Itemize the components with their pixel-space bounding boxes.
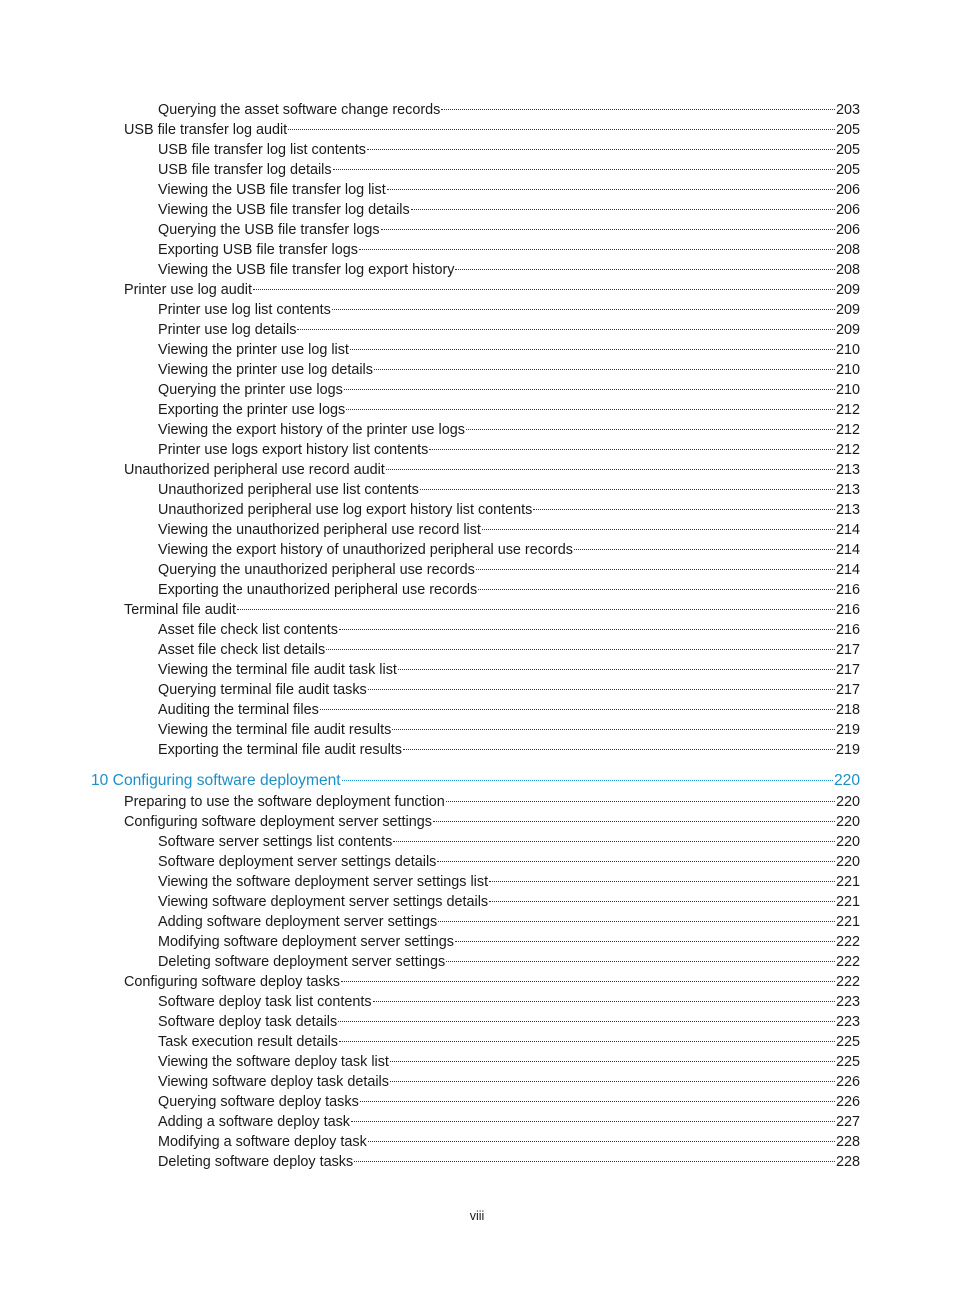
toc-dot-leader (346, 408, 835, 410)
toc-entry[interactable] (0, 1032, 954, 1052)
toc-entry-page-number: 222 (835, 934, 860, 950)
toc-entry-page-number: 206 (835, 222, 860, 238)
toc-dot-leader (342, 779, 833, 781)
toc-entry[interactable] (0, 180, 954, 200)
toc-entry[interactable] (0, 440, 954, 460)
toc-entry[interactable] (0, 620, 954, 640)
toc-entry-page-number: 209 (835, 302, 860, 318)
toc-entry[interactable] (0, 1152, 954, 1172)
toc-entry-page-number: 210 (835, 382, 860, 398)
toc-entry-title: Viewing the USB file transfer log details (158, 202, 410, 218)
toc-entry-title: Viewing software deploy task details (158, 1074, 389, 1090)
toc-dot-leader (359, 248, 835, 250)
toc-entry[interactable] (0, 700, 954, 720)
toc-entry-title: Viewing the software deploy task list (158, 1054, 389, 1070)
toc-entry-page-number: 214 (835, 562, 860, 578)
toc-entry-title: Terminal file audit (124, 602, 236, 618)
toc-dot-leader (386, 468, 835, 470)
toc-dot-leader (237, 608, 835, 610)
toc-entry-page-number: 205 (835, 142, 860, 158)
toc-entry-page-number: 208 (835, 242, 860, 258)
toc-entry[interactable] (0, 560, 954, 580)
toc-dot-leader (326, 648, 835, 650)
toc-dot-leader (390, 1060, 835, 1062)
toc-dot-leader (387, 188, 835, 190)
toc-dot-leader (489, 880, 835, 882)
toc-entry-title: Adding software deployment server settings (158, 914, 438, 930)
toc-entry-page-number: 206 (835, 202, 860, 218)
toc-entry-page-number: 220 (835, 834, 860, 850)
toc-entry[interactable] (0, 872, 954, 892)
toc-entry-title: Configuring software deployment server settings (124, 814, 432, 830)
toc-entry[interactable] (0, 420, 954, 440)
toc-entry[interactable] (0, 852, 954, 872)
toc-dot-leader (320, 708, 835, 710)
toc-entry-page-number: 213 (835, 482, 860, 498)
toc-dot-leader (438, 920, 835, 922)
toc-entry-title: Viewing the export history of unauthorized peripheral use records (158, 542, 573, 558)
toc-entry-page-number: 223 (835, 1014, 860, 1030)
toc-entry-page-number: 218 (835, 702, 860, 718)
toc-entry-title: Deleting software deploy tasks (158, 1154, 354, 1170)
toc-entry[interactable] (0, 120, 954, 140)
toc-dot-leader (344, 388, 835, 390)
toc-entry-title: USB file transfer log list contents (158, 142, 366, 158)
toc-entry-title: Printer use log audit (124, 282, 252, 298)
toc-entry-title: Auditing the terminal files (158, 702, 319, 718)
toc-entry[interactable] (0, 1072, 954, 1092)
toc-entry-title: Querying the USB file transfer logs (158, 222, 380, 238)
toc-dot-leader (288, 128, 835, 130)
toc-dot-leader (574, 548, 835, 550)
toc-dot-leader (333, 168, 835, 170)
toc-dot-leader (403, 748, 835, 750)
toc-entry-title: Viewing the USB file transfer log export history (158, 262, 455, 278)
toc-entry-title: Task execution result details (158, 1034, 338, 1050)
toc-entry-page-number: 212 (835, 402, 860, 418)
toc-entry[interactable] (0, 600, 954, 620)
toc-entry-title: Software deployment server settings details (158, 854, 437, 870)
toc-entry-page-number: 212 (835, 442, 860, 458)
toc-dot-leader (354, 1160, 835, 1162)
table-of-contents (0, 100, 954, 1172)
toc-entry-title: Software server settings list contents (158, 834, 393, 850)
toc-dot-leader (398, 668, 835, 670)
toc-dot-leader (338, 1020, 835, 1022)
toc-entry-page-number: 220 (833, 772, 860, 789)
toc-entry[interactable] (0, 360, 954, 380)
toc-entry-page-number: 208 (835, 262, 860, 278)
toc-entry-page-number: 223 (835, 994, 860, 1010)
toc-entry[interactable] (0, 912, 954, 932)
toc-entry[interactable] (0, 660, 954, 680)
toc-entry-title: Exporting the terminal file audit results (158, 742, 402, 758)
toc-dot-leader (446, 960, 835, 962)
toc-entry[interactable] (0, 972, 954, 992)
toc-dot-leader (533, 508, 835, 510)
toc-entry-title: Viewing the printer use log details (158, 362, 373, 378)
toc-dot-leader (392, 728, 835, 730)
toc-dot-leader (390, 1080, 835, 1082)
toc-entry-page-number: 217 (835, 682, 860, 698)
toc-entry-title: Adding a software deploy task (158, 1114, 350, 1130)
toc-entry-page-number: 220 (835, 794, 860, 810)
toc-entry-page-number: 219 (835, 742, 860, 758)
toc-entry-page-number: 221 (835, 894, 860, 910)
toc-dot-leader (253, 288, 835, 290)
toc-dot-leader (297, 328, 835, 330)
toc-entry-page-number: 210 (835, 362, 860, 378)
toc-entry-page-number: 226 (835, 1094, 860, 1110)
toc-entry[interactable] (0, 480, 954, 500)
toc-dot-leader (433, 820, 835, 822)
toc-entry-title: Viewing the unauthorized peripheral use record list (158, 522, 481, 538)
toc-entry-page-number: 225 (835, 1034, 860, 1050)
toc-entry-page-number: 227 (835, 1114, 860, 1130)
toc-entry[interactable] (0, 340, 954, 360)
toc-entry-page-number: 219 (835, 722, 860, 738)
toc-entry-page-number: 222 (835, 974, 860, 990)
toc-entry-title: Viewing the printer use log list (158, 342, 349, 358)
toc-entry-page-number: 214 (835, 542, 860, 558)
toc-entry-page-number: 221 (835, 874, 860, 890)
toc-entry-title: Software deploy task details (158, 1014, 338, 1030)
toc-entry-page-number: 216 (835, 582, 860, 598)
toc-entry-page-number: 213 (835, 462, 860, 478)
toc-entry[interactable] (0, 160, 954, 180)
toc-entry-title: Querying terminal file audit tasks (158, 682, 367, 698)
toc-dot-leader (437, 860, 835, 862)
toc-entry-title: Unauthorized peripheral use log export history list contents (158, 502, 533, 518)
toc-entry-page-number: 203 (835, 102, 860, 118)
toc-entry[interactable] (0, 220, 954, 240)
toc-dot-leader (429, 448, 835, 450)
toc-dot-leader (455, 268, 835, 270)
toc-entry[interactable] (0, 680, 954, 700)
toc-dot-leader (489, 900, 835, 902)
toc-entry-title: Printer use log list contents (158, 302, 331, 318)
toc-dot-leader (466, 428, 835, 430)
toc-entry[interactable] (0, 1112, 954, 1132)
toc-entry[interactable] (0, 400, 954, 420)
toc-entry-title: Exporting the printer use logs (158, 402, 346, 418)
toc-entry-title: Querying software deploy tasks (158, 1094, 359, 1110)
toc-entry-page-number: 216 (835, 602, 860, 618)
toc-entry[interactable] (0, 832, 954, 852)
toc-entry-page-number: 209 (835, 282, 860, 298)
toc-entry[interactable] (0, 520, 954, 540)
toc-entry-page-number: 220 (835, 814, 860, 830)
toc-entry-title: Configuring software deploy tasks (124, 974, 340, 990)
toc-entry[interactable] (0, 140, 954, 160)
toc-entry-page-number: 222 (835, 954, 860, 970)
toc-entry-title: Querying the printer use logs (158, 382, 343, 398)
toc-dot-leader (374, 368, 835, 370)
toc-entry[interactable] (0, 460, 954, 480)
toc-entry-title: USB file transfer log details (158, 162, 332, 178)
toc-entry-title: Viewing the export history of the printer use logs (158, 422, 465, 438)
toc-entry[interactable] (0, 792, 954, 812)
toc-entry-page-number: 205 (835, 122, 860, 138)
toc-entry-page-number: 221 (835, 914, 860, 930)
toc-entry-title: USB file transfer log audit (124, 122, 288, 138)
toc-entry-page-number: 217 (835, 662, 860, 678)
toc-entry[interactable] (0, 500, 954, 520)
toc-entry-title: Viewing software deployment server settings details (158, 894, 489, 910)
toc-dot-leader (478, 588, 835, 590)
toc-entry-title: Querying the asset software change records (158, 102, 441, 118)
toc-entry-page-number: 225 (835, 1054, 860, 1070)
toc-entry[interactable] (0, 100, 954, 120)
toc-dot-leader (339, 1040, 835, 1042)
toc-dot-leader (373, 1000, 835, 1002)
toc-entry[interactable] (0, 320, 954, 340)
toc-entry[interactable] (0, 540, 954, 560)
toc-entry-page-number: 210 (835, 342, 860, 358)
toc-entry[interactable] (0, 200, 954, 220)
toc-entry-title: Asset file check list details (158, 642, 326, 658)
toc-entry-title: Preparing to use the software deployment function (124, 794, 445, 810)
toc-dot-leader (368, 688, 835, 690)
toc-entry-title: Viewing the USB file transfer log list (158, 182, 386, 198)
toc-entry-page-number: 212 (835, 422, 860, 438)
toc-dot-leader (411, 208, 835, 210)
toc-entry-title: Deleting software deployment server settings (158, 954, 446, 970)
toc-dot-leader (476, 568, 835, 570)
toc-entry[interactable] (0, 240, 954, 260)
toc-entry[interactable] (0, 640, 954, 660)
toc-dot-leader (455, 940, 835, 942)
toc-dot-leader (446, 800, 835, 802)
toc-entry-title: Unauthorized peripheral use record audit (124, 462, 385, 478)
toc-entry[interactable] (0, 580, 954, 600)
toc-entry-page-number: 228 (835, 1154, 860, 1170)
toc-entry-page-number: 205 (835, 162, 860, 178)
toc-dot-leader (368, 1140, 835, 1142)
toc-entry-title: Modifying a software deploy task (158, 1134, 367, 1150)
toc-entry-title: Exporting USB file transfer logs (158, 242, 358, 258)
toc-dot-leader (420, 488, 835, 490)
toc-entry-title: Asset file check list contents (158, 622, 338, 638)
toc-dot-leader (482, 528, 835, 530)
toc-entry[interactable] (0, 280, 954, 300)
toc-dot-leader (381, 228, 835, 230)
toc-entry-title: Unauthorized peripheral use list contents (158, 482, 419, 498)
toc-dot-leader (441, 108, 835, 110)
toc-entry-page-number: 216 (835, 622, 860, 638)
toc-entry[interactable] (0, 260, 954, 280)
toc-entry-title: Exporting the unauthorized peripheral use records (158, 582, 478, 598)
toc-entry[interactable] (0, 932, 954, 952)
toc-entry[interactable] (0, 992, 954, 1012)
toc-chapter-entry[interactable] (0, 770, 954, 792)
toc-entry-page-number: 209 (835, 322, 860, 338)
toc-entry-title: Viewing the terminal file audit results (158, 722, 392, 738)
toc-dot-leader (360, 1100, 835, 1102)
toc-entry-title: Querying the unauthorized peripheral use records (158, 562, 475, 578)
toc-dot-leader (332, 308, 835, 310)
toc-entry[interactable] (0, 1012, 954, 1032)
toc-dot-leader (351, 1120, 835, 1122)
toc-dot-leader (339, 628, 835, 630)
toc-entry[interactable] (0, 1132, 954, 1152)
toc-entry-page-number: 226 (835, 1074, 860, 1090)
toc-dot-leader (341, 980, 835, 982)
toc-entry[interactable] (0, 892, 954, 912)
toc-entry-page-number: 214 (835, 522, 860, 538)
toc-entry-page-number: 228 (835, 1134, 860, 1150)
toc-entry-page-number: 220 (835, 854, 860, 870)
toc-entry[interactable] (0, 740, 954, 760)
toc-entry-title: Modifying software deployment server settings (158, 934, 454, 950)
toc-entry[interactable] (0, 300, 954, 320)
toc-entry-title: Viewing the software deployment server settings list (158, 874, 489, 890)
toc-entry-title: Printer use log details (158, 322, 297, 338)
toc-entry[interactable] (0, 1092, 954, 1112)
page-number: viii (469, 1209, 485, 1223)
toc-entry[interactable] (0, 1052, 954, 1072)
toc-entry-title: 10 Configuring software deployment (91, 772, 341, 789)
toc-entry-page-number: 213 (835, 502, 860, 518)
toc-entry-title: Viewing the terminal file audit task list (158, 662, 397, 678)
toc-entry-title: Software deploy task list contents (158, 994, 372, 1010)
toc-entry[interactable] (0, 812, 954, 832)
toc-dot-leader (367, 148, 835, 150)
toc-dot-leader (393, 840, 835, 842)
toc-entry[interactable] (0, 952, 954, 972)
toc-entry-page-number: 217 (835, 642, 860, 658)
toc-entry-page-number: 206 (835, 182, 860, 198)
toc-entry[interactable] (0, 720, 954, 740)
toc-entry-title: Printer use logs export history list contents (158, 442, 429, 458)
toc-dot-leader (350, 348, 835, 350)
toc-entry[interactable] (0, 380, 954, 400)
